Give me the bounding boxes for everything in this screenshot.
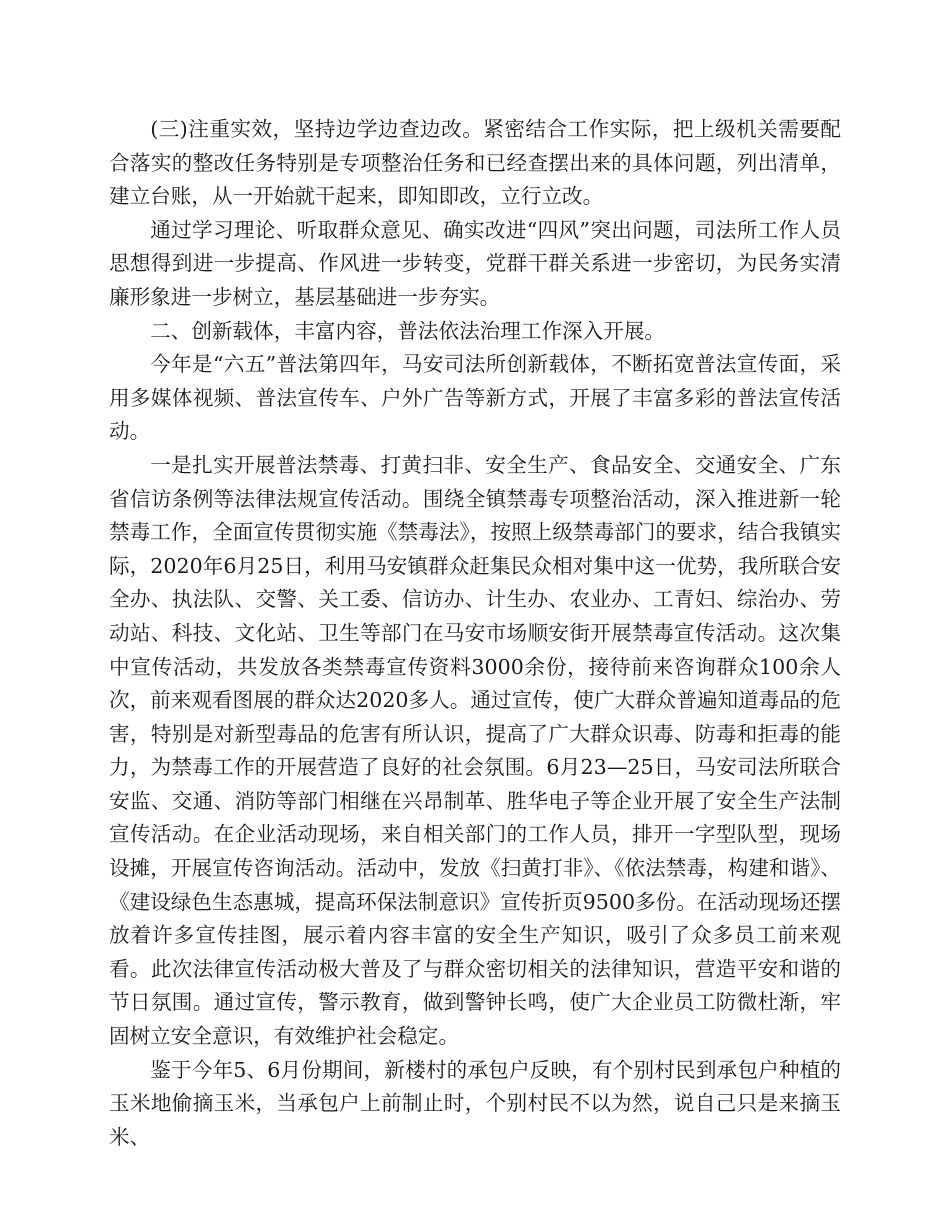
paragraph-5: 一是扎实开展普法禁毒、打黄扫非、安全生产、食品安全、交通安全、广东省信访条例等法律法规宣传活动。围绕全镇禁毒专项整治活动，深入推进新一轮禁毒工作，全面宣传贯彻实施《禁毒法》，按照上级禁毒部门的要求，结合我镇实际，2020年6月25日，利用马安镇群众赶集民众相对集中这一优势，我所联合安全办、执法队、交警、关工委、信访办、计生办、农业办、工青妇、综治办、劳动站、科技、文化站、卫生等部门在马安市场顺安街开展禁毒宣传活动。这次集中宣传活动，共发放各类禁毒宣传资料3000余份，接待前来咨询群众100余人次，前来观看图展的群众达2020多人。通过宣传，使广大群众普遍知道毒品的危害，特别是对新型毒品的危害有所认识，提高了广大群众识毒、防毒和拒毒的能力，为禁毒工作的开展营造了良好的社会氛围。6月23—25日，马安司法所联合安监、交通、消防等部门相继在兴昂制革、胜华电子等企业开展了安全生产法制宣传活动。在企业活动现场，来自相关部门的工作人员，排开一字型队型，现场设摊，开展宣传咨询活动。活动中，发放《扫黄打非》、《依法禁毒，构建和谐》、《建设绿色生态惠城，提高环保法制意识》宣传折页9500多份。在活动现场还摆放着许多宣传挂图，展示着内容丰富的安全生产知识，吸引了众多员工前来观看。此次法律宣传活动极大普及了与群众密切相关的法律知识，营造平安和谐的节日氛围。通过宣传，警示教育，做到警钟长鸣，使广大企业员工防微杜渐，牢固树立安全意识，有效维护社会稳定。 [109, 452, 841, 1049]
paragraph-6: 鉴于今年5、6月份期间，新楼村的承包户反映，有个别村民到承包户种植的玉米地偷摘玉米，当承包户上前制止时，个别村民不以为然，说自己只是来摘玉米、 [109, 1057, 841, 1149]
document-body [109, 113, 841, 1154]
paragraph-2: 通过学习理论、听取群众意见、确实改进“四风”突出问题，司法所工作人员思想得到进一步提高、作风进一步转变，党群干群关系进一步密切，为民务实清廉形象进一步树立，基层基础进一步夯实。 [109, 217, 841, 309]
paragraph-1: (三)注重实效，坚持边学边查边改。紧密结合工作实际，把上级机关需要配合落实的整改任务特别是专项整治任务和已经查摆出来的具体问题，列出清单，建立台账，从一开始就干起来，即知即改，立行立改。 [109, 117, 841, 209]
paragraph-4: 今年是“六五”普法第四年，马安司法所创新载体，不断拓宽普法宣传面，采用多媒体视频、普法宣传车、户外广告等新方式，开展了丰富多彩的普法宣传活动。 [109, 352, 841, 444]
paragraph-3-heading: 二、创新载体，丰富内容，普法依法治理工作深入开展。 [150, 318, 666, 343]
